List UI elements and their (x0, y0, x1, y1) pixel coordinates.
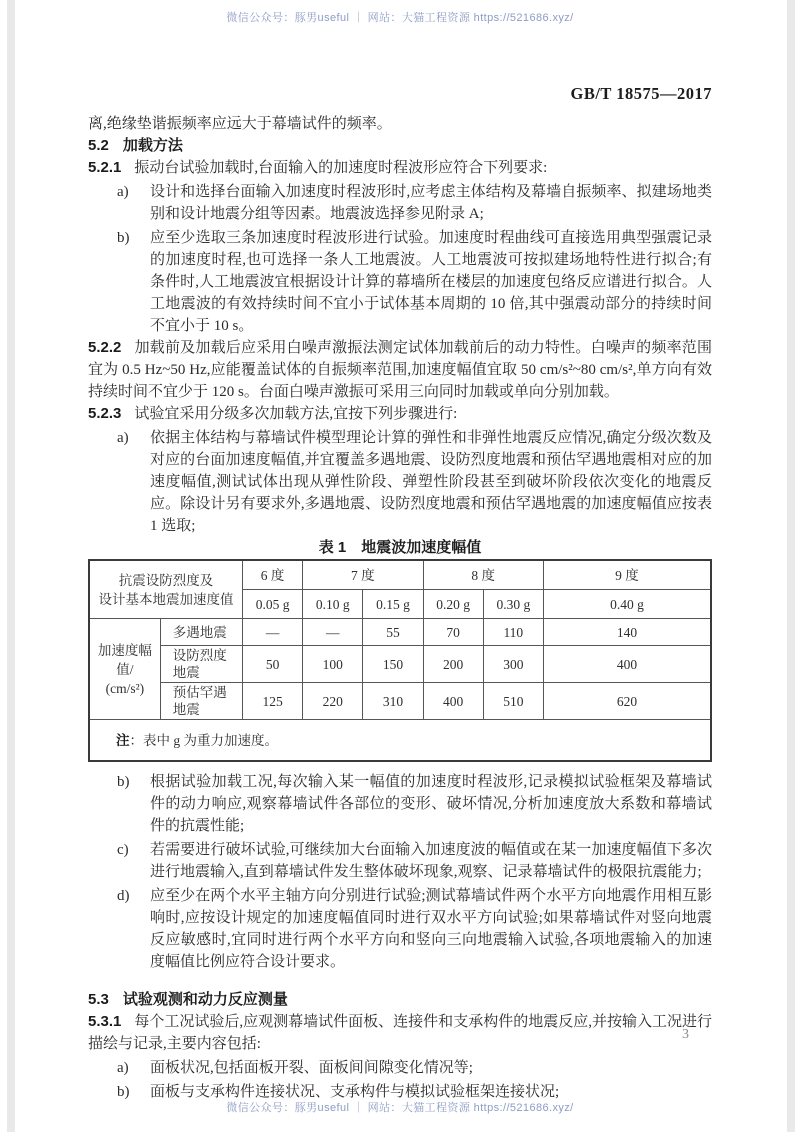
group-line-1: 加速度幅值/ (97, 642, 152, 677)
section-title: 加载方法 (122, 137, 183, 154)
list-text: 应至少在两个水平主轴方向分别进行试验;测试幕墙试件两个水平方向地震作用相互影响时,应按设计规定的加速度幅值同时进行双水平方向试验;如果幕墙试件对竖向地震反应敏感时,宜同时进行两个水平方向和竖向三向地震输入试验,各项地震输入的加速度幅值比例应符合设计要求。 (150, 888, 712, 970)
clause-5-3-1 (88, 1011, 712, 1055)
table-row-frequent (89, 619, 711, 646)
table-cell-degree-6: 6 度 (242, 560, 302, 590)
section-number: 5.2 (88, 137, 109, 154)
table-cell: 0.15 g (363, 590, 423, 619)
table-cell: 50 (242, 646, 302, 683)
clause-number: 5.3.1 (88, 1013, 122, 1030)
table-cell: — (242, 619, 302, 646)
section-title: 试验观测和动力反应测量 (122, 991, 288, 1008)
table-cell: 100 (303, 646, 363, 683)
table-corner-cell (89, 560, 242, 619)
group-line-2: (cm/s²) (105, 680, 145, 696)
table-group-label (89, 619, 160, 720)
standard-number-header: GB/T 18575—2017 (570, 84, 712, 103)
list-label: a) (117, 184, 129, 200)
clause-text: 每个工况试验后,应观测幕墙试件面板、连接件和支承构件的地震反应,并按输入工况进行描绘与记录,主要内容包括: (88, 1014, 712, 1052)
list-label: a) (117, 430, 129, 446)
clause-5-2-3 (88, 403, 712, 425)
table-cell: 150 (363, 646, 423, 683)
list-label: b) (117, 1084, 130, 1100)
list-item-5-2-1-a (88, 181, 712, 225)
table-note (89, 720, 711, 762)
table-cell: 0.20 g (423, 590, 483, 619)
table-cell: 200 (423, 646, 483, 683)
section-heading-5-3 (88, 989, 712, 1011)
list-item-5-2-3-b (88, 771, 712, 837)
table-row-note (89, 720, 711, 762)
corner-line-2: 设计基本地震加速度值 (98, 591, 234, 607)
clause-text: 振动台试验加载时,台面输入的加速度时程波形应符合下列要求: (134, 160, 548, 176)
clause-text: 加载前及加载后应采用白噪声激振法测定试体加载前后的动力特性。白噪声的频率范围宜为 0.5 Hz~50 Hz,应能覆盖试体的自振频率范围,加速度幅值宜取 50 cm/s²~80 cm/s²,单方向有效持续时间不宜少于 120 s。台面白噪声激振可采用三向同时加载或单向分别加载。 (88, 340, 712, 400)
table-cell: 125 (242, 683, 302, 720)
table-cell: 0.30 g (483, 590, 543, 619)
list-text: 根据试验加载工况,每次输入某一幅值的加速度时程波形,记录模拟试验框架及幕墙试件的动力响应,观察幕墙试件各部位的变形、破坏情况,分析加速度放大系数和幕墙试件的抗震性能; (150, 774, 712, 834)
table-row-rare (89, 683, 711, 720)
list-text: 面板状况,包括面板开裂、面板间间隙变化情况等; (150, 1060, 473, 1076)
table-cell: 310 (363, 683, 423, 720)
table-cell: 400 (423, 683, 483, 720)
table-cell-degree-8: 8 度 (423, 560, 543, 590)
page-edge-shadow-right (787, 0, 795, 1132)
table-cell: 110 (483, 619, 543, 646)
table-cell: 0.05 g (242, 590, 302, 619)
table-cell: 70 (423, 619, 483, 646)
table-cell: 400 (543, 646, 711, 683)
table-cell: 220 (303, 683, 363, 720)
clause-5-2-2 (88, 337, 712, 403)
note-label: 注 (116, 732, 130, 748)
list-item-5-2-3-c (88, 839, 712, 883)
list-item-5-2-3-a (88, 427, 712, 537)
page-number: 3 (682, 1027, 689, 1042)
table-1-title: 表 1 地震波加速度幅值 (318, 539, 482, 556)
table-cell: — (303, 619, 363, 646)
table-cell: 300 (483, 646, 543, 683)
clause-number: 5.2.2 (88, 339, 122, 356)
table-cell: 0.40 g (543, 590, 711, 619)
section-heading-5-2 (88, 135, 712, 157)
list-item-5-2-3-d (88, 885, 712, 973)
document-body (88, 113, 712, 1103)
list-text: 面板与支承构件连接状况、支承构件与模拟试验框架连接状况; (150, 1084, 560, 1100)
section-number: 5.3 (88, 991, 109, 1008)
corner-line-1: 抗震设防烈度及 (118, 572, 214, 588)
list-label: b) (117, 774, 130, 790)
table-row-label: 设防烈度地震 (160, 646, 242, 683)
table-cell: 510 (483, 683, 543, 720)
table-cell-degree-9: 9 度 (543, 560, 711, 590)
table-cell: 0.10 g (303, 590, 363, 619)
list-label: d) (117, 888, 130, 904)
list-item-5-2-1-b (88, 227, 712, 337)
list-label: c) (117, 842, 129, 858)
table-row-fortification (89, 646, 711, 683)
clause-5-2-1 (88, 157, 712, 179)
list-item-5-3-1-a (88, 1057, 712, 1079)
table-row-label: 预估罕遇地震 (160, 683, 242, 720)
table-row-label: 多遇地震 (160, 619, 242, 646)
list-label: b) (117, 230, 130, 246)
list-text: 若需要进行破坏试验,可继续加大台面输入加速度波的幅值或在某一加速度幅值下多次进行地震输入,直到幕墙试件发生整体破坏现象,观察、记录幕墙试件的极限抗震能力; (150, 842, 712, 880)
intro-paragraph: 离,绝缘垫谐振频率应远大于幕墙试件的频率。 (88, 116, 392, 132)
note-text: ：表中 g 为重力加速度。 (129, 732, 278, 748)
table-cell: 620 (543, 683, 711, 720)
list-text: 应至少选取三条加速度时程波形进行试验。加速度时程曲线可直接选用典型强震记录的加速度时程,也可选择一条人工地震波。人工地震波可按拟建场地特性进行拟合;有条件时,人工地震波宜根据设计计算的幕墙所在楼层的加速度包络反应谱进行拟合。人工地震波的有效持续时间不宜小于试体基本周期的 10 倍,其中强震动部分的持续时间不宜小于 10 s。 (150, 230, 712, 334)
table-cell: 55 (363, 619, 423, 646)
watermark-bottom: 微信公众号：豚男useful ｜ 网站：大猫工程资源 https://521686.xyz/ (226, 1102, 574, 1114)
clause-text: 试验宜采用分级多次加载方法,宜按下列步骤进行: (134, 406, 458, 422)
table-row-degrees (89, 560, 711, 590)
clause-number: 5.2.3 (88, 405, 122, 422)
seismic-acceleration-table (88, 559, 712, 762)
list-text: 设计和选择台面输入加速度时程波形时,应考虑主体结构及幕墙自振频率、拟建场地类别和设计地震分组等因素。地震波选择参见附录 A; (150, 184, 712, 222)
clause-number: 5.2.1 (88, 159, 122, 176)
list-label: a) (117, 1060, 129, 1076)
page-edge-shadow-left (7, 0, 15, 1132)
table-cell: 140 (543, 619, 711, 646)
watermark-top: 微信公众号：豚男useful ｜ 网站：大猫工程资源 https://521686.xyz/ (226, 12, 574, 24)
list-text: 依据主体结构与幕墙试件模型理论计算的弹性和非弹性地震反应情况,确定分级次数及对应的台面加速度幅值,并宜覆盖多遇地震、设防烈度地震和预估罕遇地震相对应的加速度幅值,测试试体出现从弹性阶段、弹塑性阶段甚至到破坏阶段依次变化的地震反应。除设计另有要求外,多遇地震、设防烈度地震和预估罕遇地震的加速度幅值应按表 1 选取; (150, 430, 712, 534)
table-cell-degree-7: 7 度 (303, 560, 423, 590)
